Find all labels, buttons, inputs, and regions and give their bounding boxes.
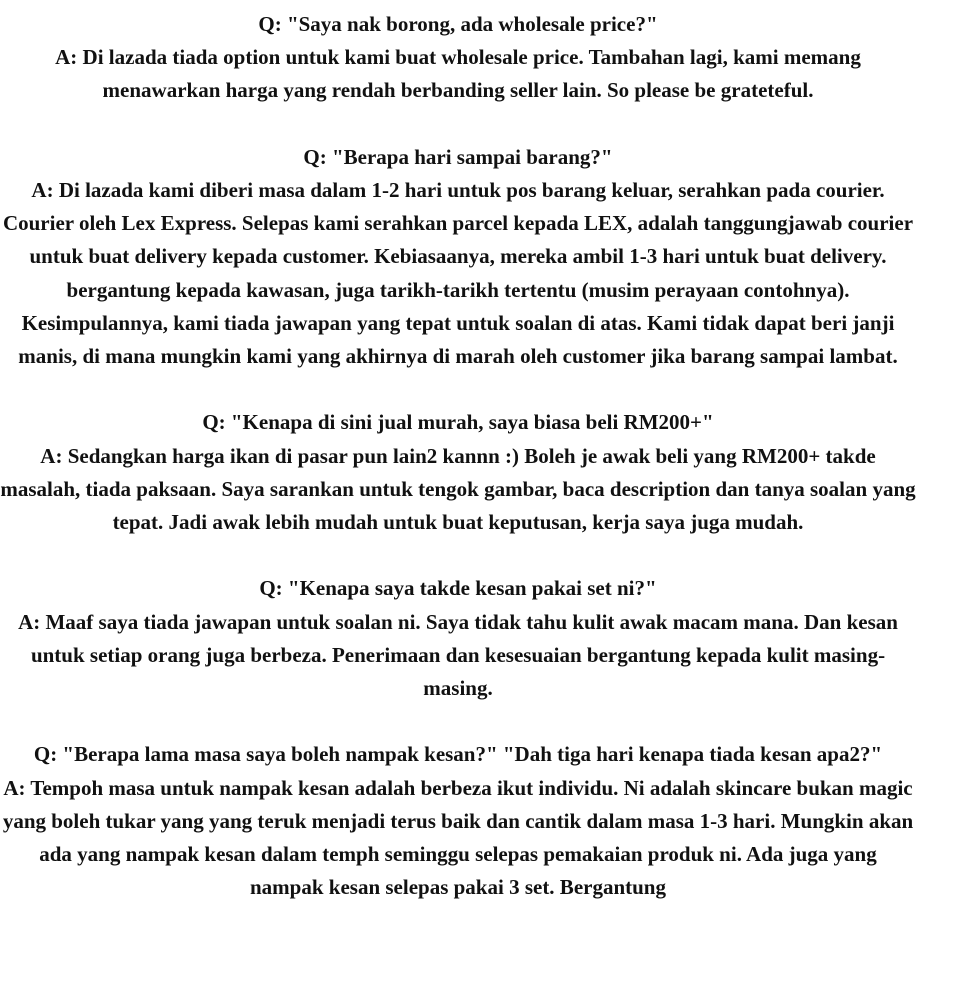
faq-item-cheap-price — [0, 406, 916, 539]
faq-section — [0, 8, 916, 904]
faq-question: Q: "Saya nak borong, ada wholesale price?" — [258, 12, 658, 36]
faq-answer: A: Di lazada kami diberi masa dalam 1-2 hari untuk pos barang keluar, serahkan pada courier. Courier oleh Lex Express. Selepas kami serahkan parcel kepada LEX, adalah tanggungjawab courier untuk buat delivery kepada customer. Kebiasaanya, mereka ambil 1-3 hari untuk buat delivery. bergantung kepada kawasan, juga tarikh-tarikh tertentu (musim perayaan contohnya). Kesimpulannya, kami tiada jawapan yang tepat untuk soalan di atas. Kami tidak dapat beri janji manis, di mana mungkin kami yang akhirnya di marah oleh customer jika barang sampai lambat. — [2, 178, 914, 369]
faq-question: Q: "Berapa hari sampai barang?" — [303, 144, 613, 169]
faq-answer: A: Di lazada tiada option untuk kami buat wholesale price. Tambahan lagi, kami memang menawarkan harga yang rendah berbanding seller lain. So please be grateteful. — [55, 45, 861, 103]
faq-answer: A: Maaf saya tiada jawapan untuk soalan ni. Saya tidak tahu kulit awak macam mana. Dan kesan untuk setiap orang juga berbeza. Penerimaan dan kesesuaian bergantung kepada kulit masing-masing. — [18, 609, 898, 701]
faq-answer: A: Tempoh masa untuk nampak kesan adalah berbeza ikut individu. Ni adalah skincare bukan magic yang boleh tukar yang yang teruk menjadi terus baik dan cantik dalam masa 1-3 hari. Mungkin akan ada yang nampak kesan dalam temph seminggu selepas pemakaian produk ni. Ada juga yang nampak kesan selepas pakai 3 set. Bergantung — [2, 775, 914, 900]
faq-item-no-effect — [0, 572, 916, 705]
faq-question: Q: "Kenapa di sini jual murah, saya biasa beli RM200+" — [202, 410, 714, 435]
faq-item-effect-duration — [0, 738, 916, 904]
faq-item-delivery-time — [0, 141, 916, 373]
faq-item-wholesale — [0, 8, 916, 108]
faq-question: Q: "Berapa lama masa saya boleh nampak kesan?" "Dah tiga hari kenapa tiada kesan apa2?" — [33, 742, 883, 767]
faq-question: Q: "Kenapa saya takde kesan pakai set ni?" — [259, 576, 657, 601]
faq-answer: A: Sedangkan harga ikan di pasar pun lain2 kannn :) Boleh je awak beli yang RM200+ takde masalah, tiada paksaan. Saya sarankan untuk tengok gambar, baca description dan tanya soalan yang tepat. Jadi awak lebih mudah untuk buat keputusan, kerja saya juga mudah. — [0, 443, 916, 535]
